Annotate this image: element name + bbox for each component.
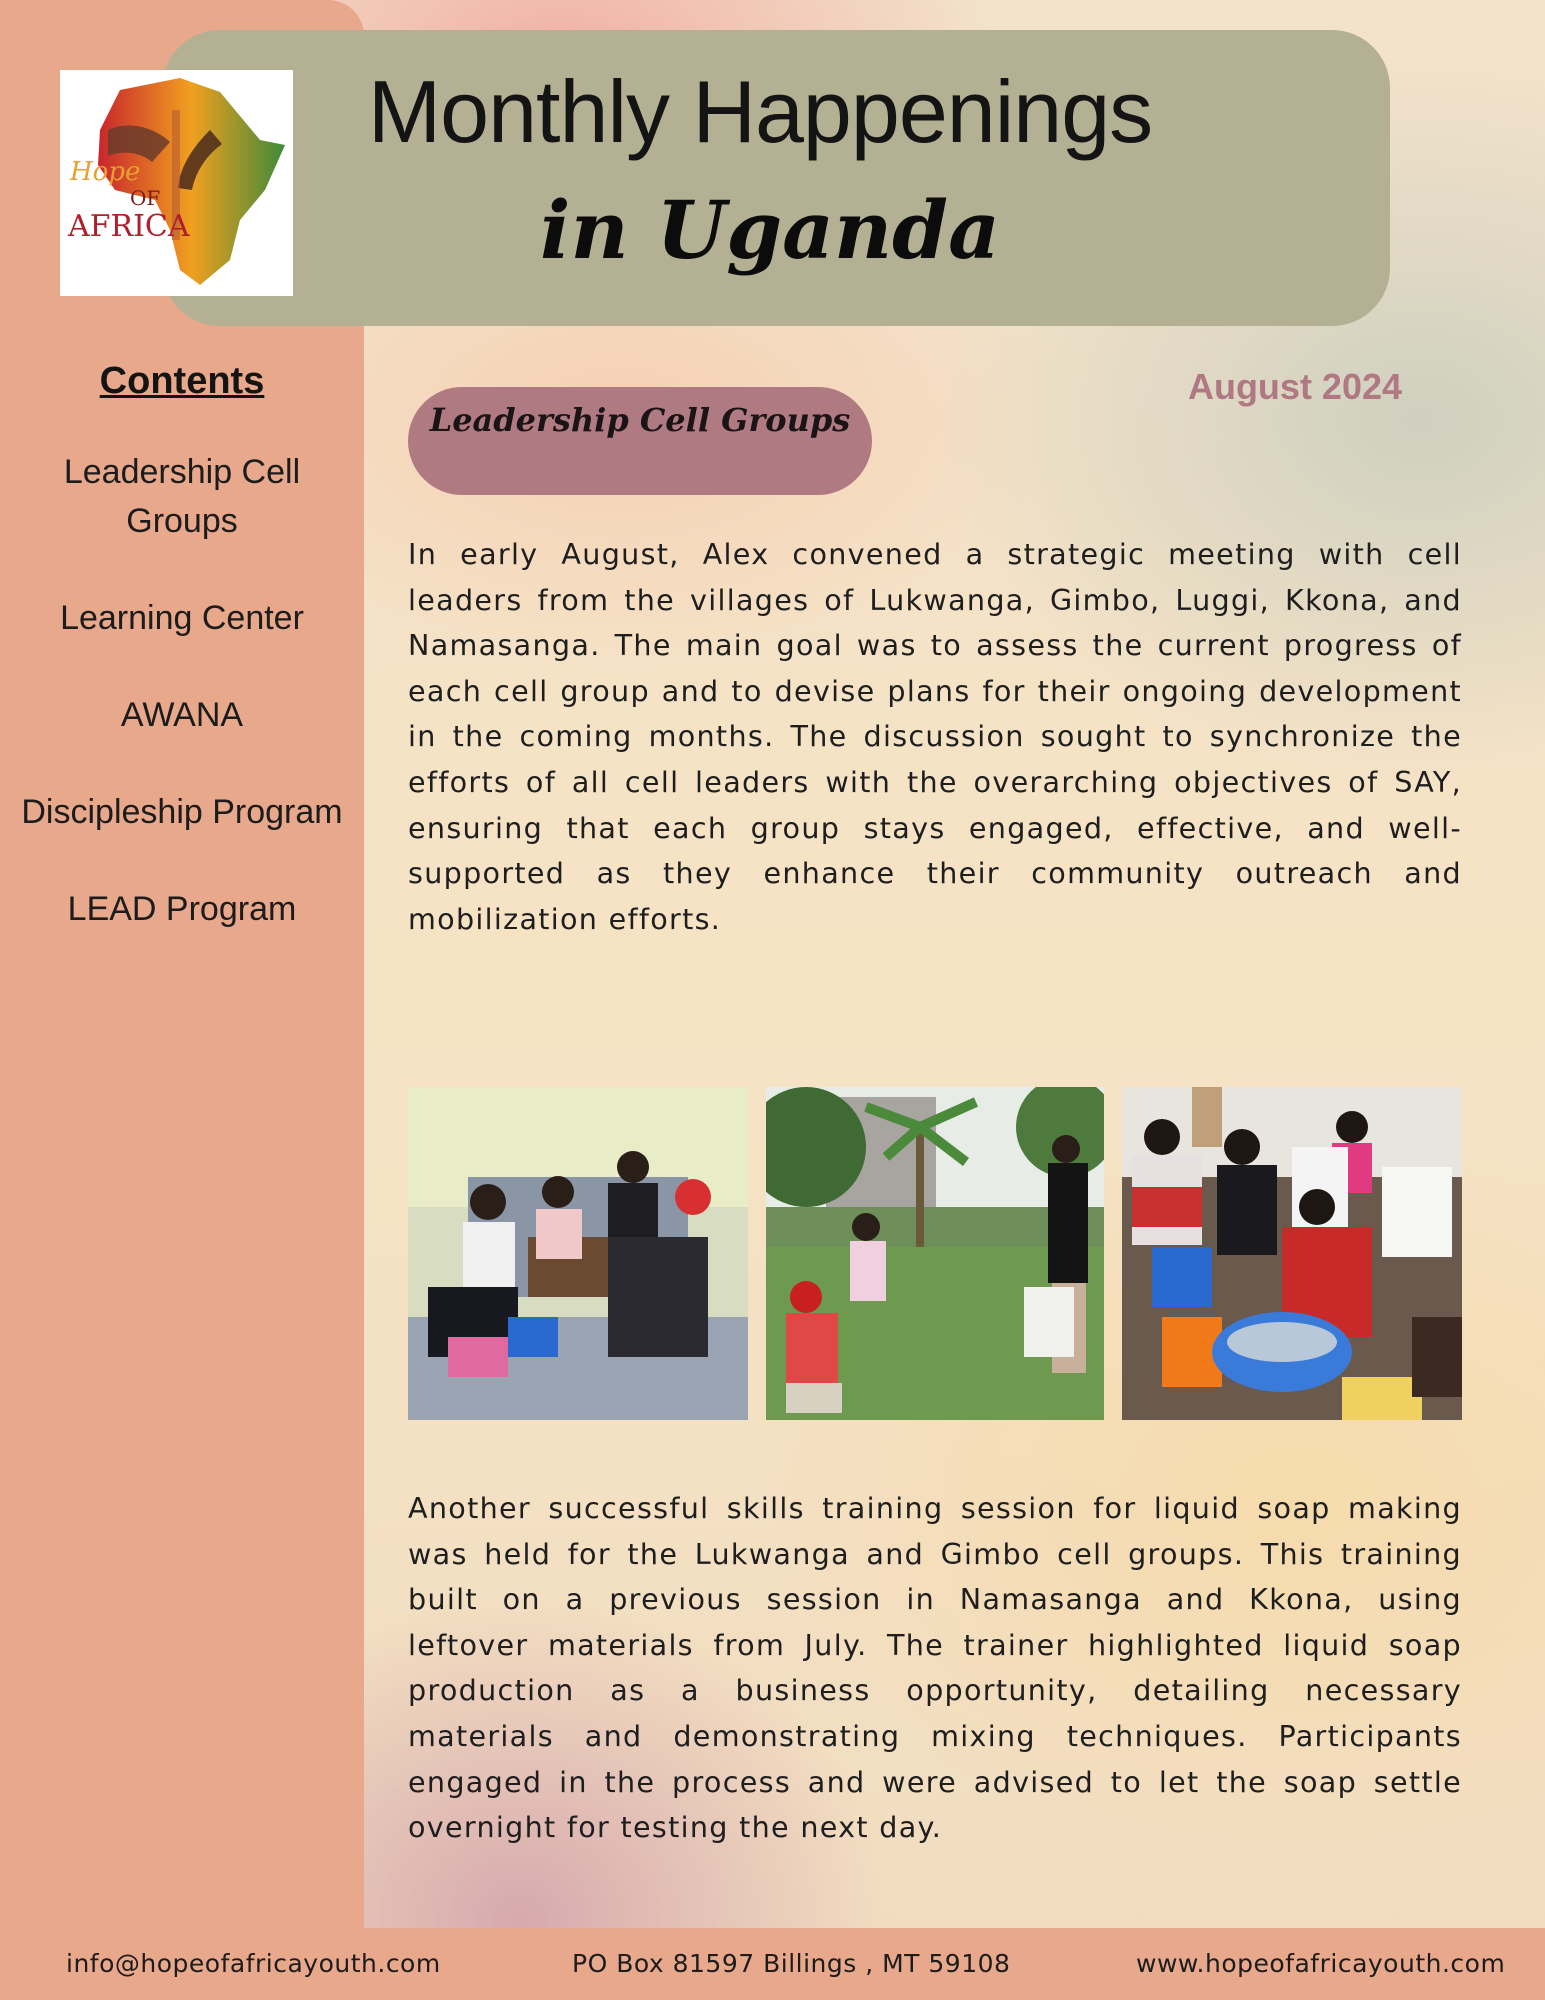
- svg-text:AFRICA: AFRICA: [68, 209, 190, 244]
- contents-item-learning-center[interactable]: Learning Center: [60, 599, 304, 637]
- issue-date: August 2024: [1187, 366, 1403, 407]
- contents-item-awana[interactable]: AWANA: [120, 696, 244, 734]
- svg-text:Hope: Hope: [70, 157, 141, 187]
- svg-text:OF: OF: [130, 186, 161, 210]
- section-title: Leadership Cell Groups: [429, 401, 851, 439]
- body-paragraph-1: In early August, Alex convened a strategic meeting with cell leaders from the villages of Lukwanga, Gimbo, Luggi, Kkona, and Namasanga. The main goal was to assess the current progress of each cell group and to devise plans for their ongoing development in the coming months. The discussion sought to synchronize the efforts of all cell leaders with the overarching objectives of SAY, ensuring that each group stays engaged, effective, and well-supported as they enhance their community outreach and mobilization efforts.: [408, 537, 1462, 936]
- photo-soap-making-training: [1122, 1087, 1462, 1420]
- page-title: Monthly Happenings: [367, 62, 1153, 161]
- photo-outdoor-cell-group: [766, 1087, 1104, 1420]
- footer-website-link[interactable]: www.hopeofafricayouth.com: [1136, 1949, 1506, 1978]
- contents-heading: Contents: [99, 360, 265, 402]
- contents-item-discipleship[interactable]: Discipleship Program: [21, 793, 343, 831]
- page-subtitle: in Uganda: [540, 183, 1000, 277]
- footer: [0, 1928, 1545, 2000]
- footer-email-link[interactable]: info@hopeofafricayouth.com: [66, 1949, 441, 1978]
- body-paragraph-2: Another successful skills training session for liquid soap making was held for the Lukwanga and Gimbo cell groups. This training built on a previous session in Namasanga and Kkona, using leftover materials from July. The trainer highlighted liquid soap production as a business opportunity, detailing necessary materials and demonstrating mixing techniques. Participants engaged in the process and were advised to let the soap settle overnight for testing the next day.: [408, 1491, 1462, 1845]
- footer-address: PO Box 81597 Billings , MT 59108: [572, 1949, 1011, 1978]
- contents-item-leadership[interactable]: Leadership Cell Groups: [63, 453, 301, 540]
- contents-list: [20, 448, 344, 982]
- contents-item-lead-program[interactable]: LEAD Program: [67, 890, 297, 928]
- photo-cell-leaders-meeting: [408, 1087, 748, 1420]
- hope-of-africa-logo: [60, 70, 293, 296]
